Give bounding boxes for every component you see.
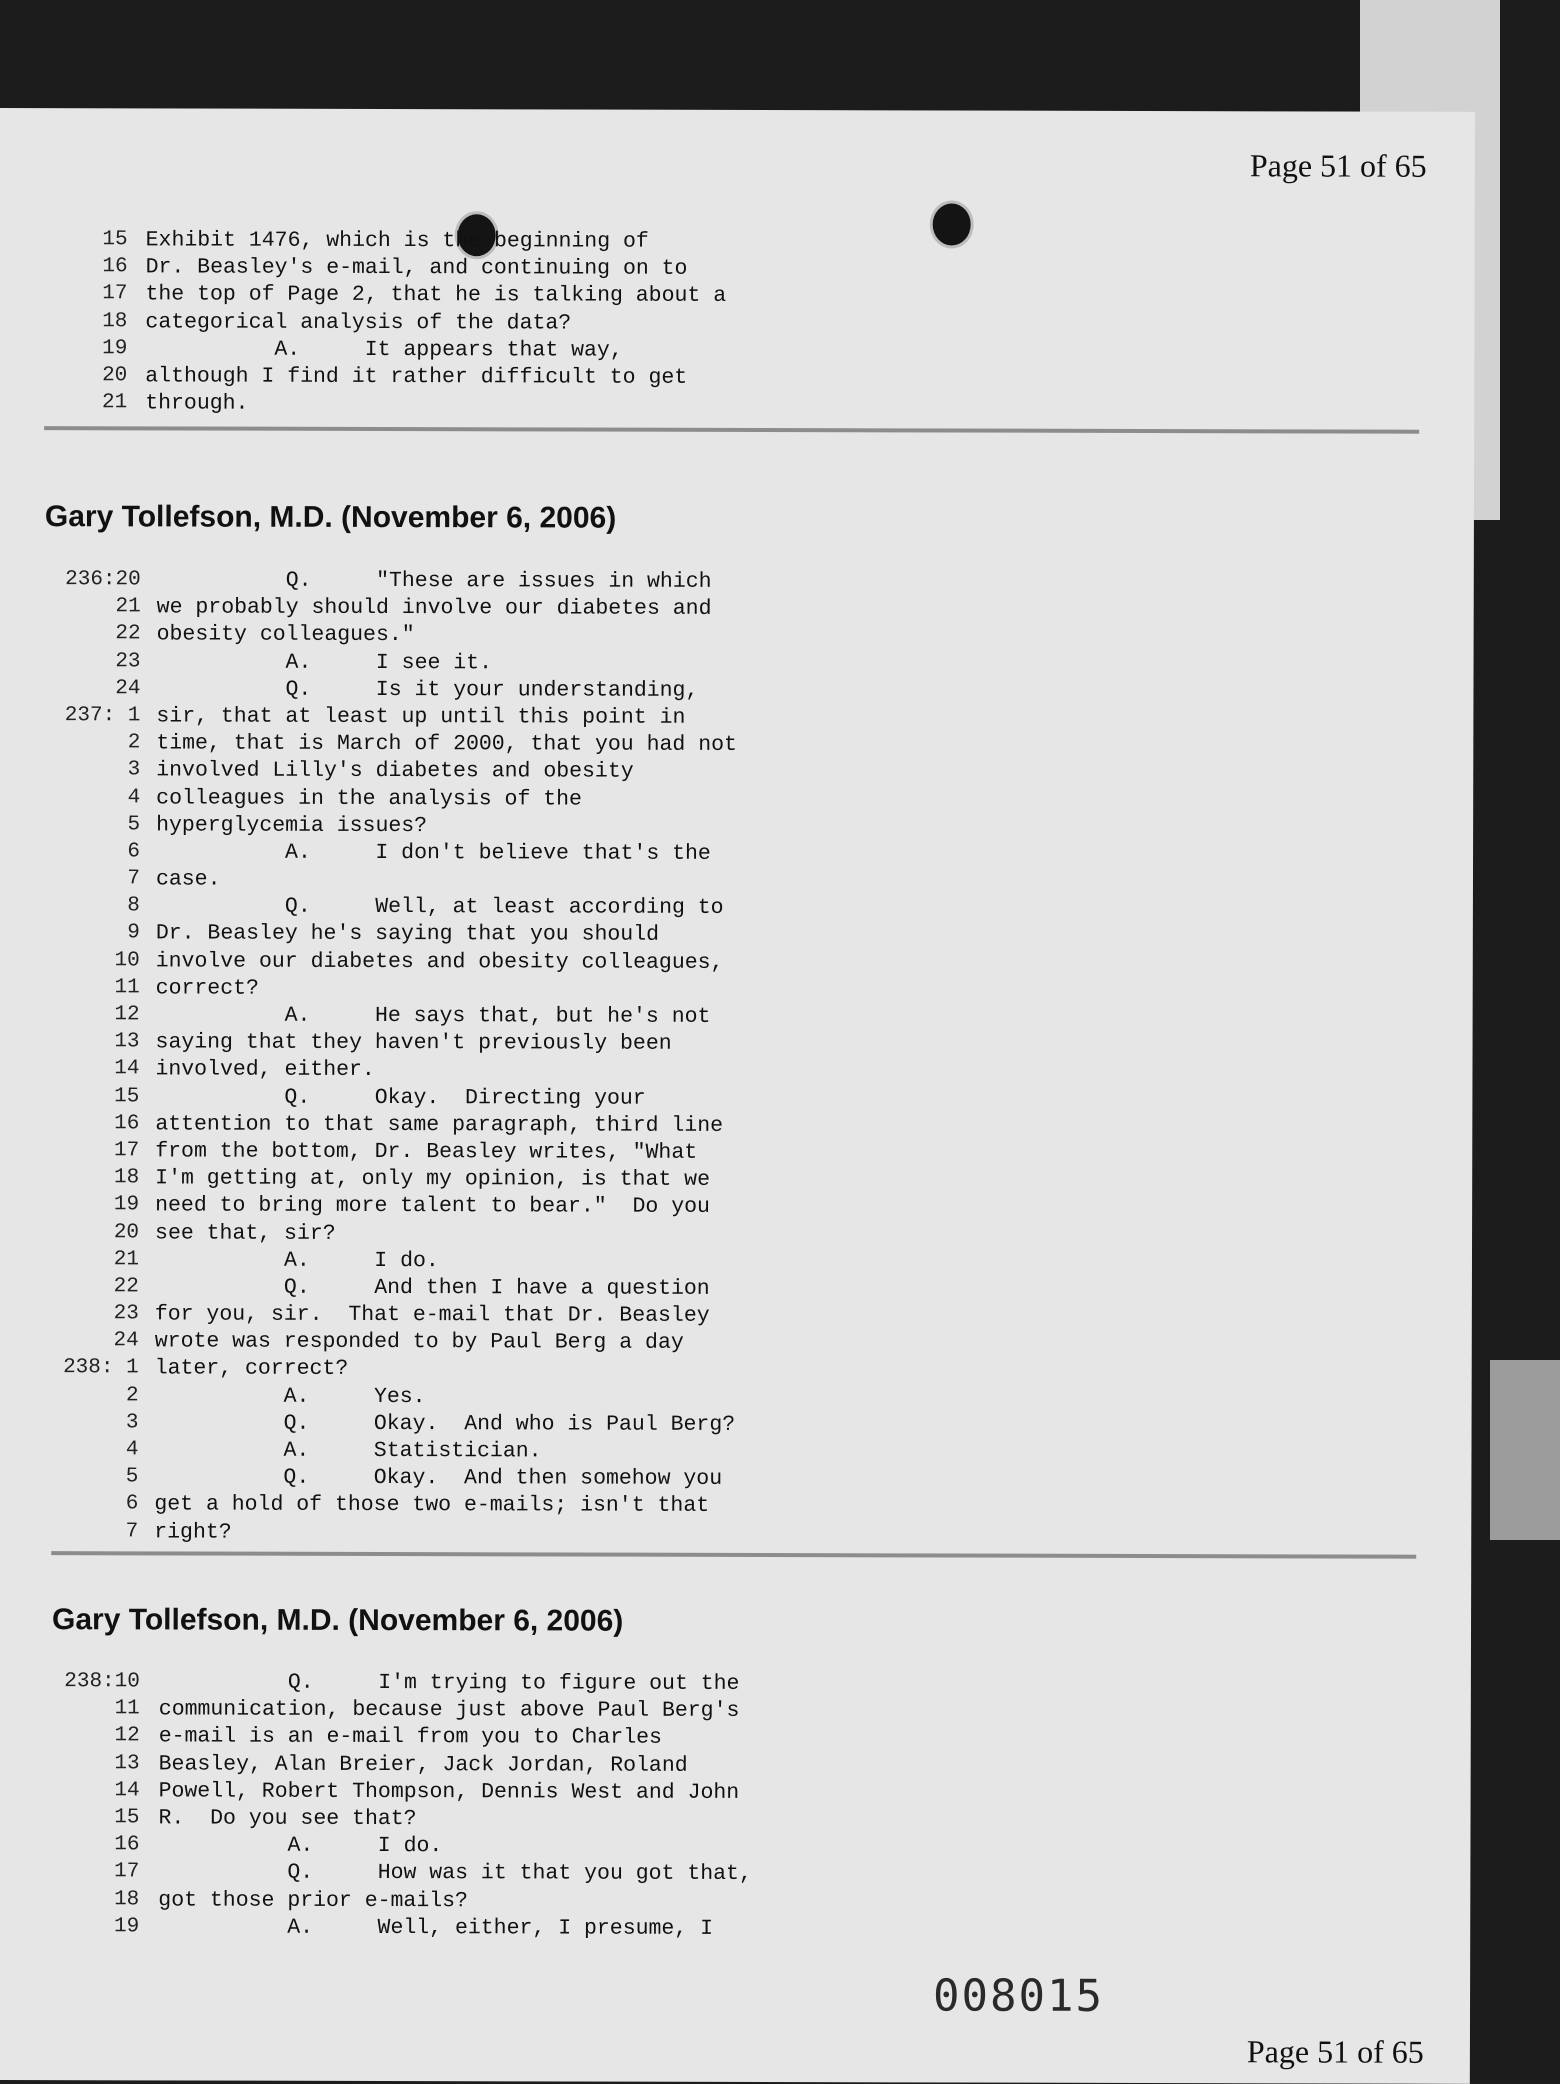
transcript-line (0, 677, 999, 707)
line-number: 15 (114, 1084, 140, 1108)
transcript-line (0, 785, 998, 815)
line-text: sir, that at least up until this point in (156, 704, 686, 730)
line-number: 12 (114, 1724, 140, 1748)
transcript-line (0, 622, 999, 652)
line-text: Q. "These are issues in which (156, 568, 712, 594)
section-heading: Gary Tollefson, M.D. (November 6, 2006) (51, 1603, 624, 1638)
line-number: 13 (114, 1030, 140, 1054)
line-text: wrote was responded to by Paul Berg a day (154, 1329, 684, 1356)
line-number: 17 (102, 282, 128, 306)
line-number: 17 (114, 1860, 140, 1884)
transcript-line (0, 1860, 995, 1890)
line-text: Q. Okay. And who is Paul Berg? (154, 1411, 736, 1437)
transcript-line (0, 1806, 996, 1836)
line-number: 3 (125, 1411, 139, 1435)
transcript-line (0, 1915, 995, 1945)
transcript-line (0, 921, 998, 951)
line-number: 4 (127, 785, 141, 809)
transcript-line (0, 1085, 997, 1115)
line-number: 8 (127, 894, 140, 918)
section-divider (51, 1551, 1416, 1559)
line-text: obesity colleagues." (156, 622, 415, 648)
line-text: Q. Okay. Directing your (155, 1084, 646, 1111)
line-number: 7 (125, 1519, 139, 1543)
transcript-line (0, 1057, 998, 1087)
transcript-line (0, 1384, 997, 1414)
transcript-line (0, 894, 998, 924)
line-text: attention to that same paragraph, third line (155, 1112, 724, 1138)
line-text: Q. Is it your understanding, (156, 677, 699, 703)
transcript-line (0, 758, 998, 788)
transcript-line (0, 1193, 997, 1223)
line-number: 238:10 (64, 1670, 140, 1694)
line-text: through. (145, 391, 249, 416)
line-text: for you, sir. That e-mail that Dr. Beasley (154, 1302, 710, 1328)
bates-number: 008015 (932, 1970, 1105, 2022)
line-number: 14 (114, 1057, 140, 1081)
testimony-excerpt (0, 568, 999, 1549)
footer-page-number: Page 51 of 65 (1246, 2033, 1424, 2070)
line-number: 12 (114, 1003, 140, 1027)
line-number: 10 (114, 948, 140, 972)
line-text: Q. How was it that you got that, (158, 1860, 752, 1887)
line-text: colleagues in the analysis of the (156, 785, 583, 812)
line-number: 16 (114, 1833, 140, 1857)
line-text: Powell, Robert Thompson, Dennis West and John (158, 1779, 740, 1805)
line-text: we probably should involve our diabetes and (156, 595, 712, 622)
line-number: 23 (113, 1302, 139, 1326)
transcript-line (0, 568, 999, 598)
header-page-number: Page 51 of 65 (1249, 147, 1427, 184)
line-text: A. He says that, but he's not (155, 1003, 711, 1029)
transcript-line (0, 1411, 997, 1441)
line-number: 11 (114, 976, 140, 1000)
transcript-line (0, 337, 999, 367)
line-text: A. I see it. (156, 649, 493, 675)
line-text: categorical analysis of the data? (145, 309, 572, 336)
line-text: the top of Page 2, that he is talking about a (145, 282, 727, 309)
line-number: 11 (114, 1697, 140, 1721)
line-number: 20 (102, 364, 128, 388)
line-text: e-mail is an e-mail from you to Charles (158, 1724, 662, 1751)
transcript-line (0, 1220, 997, 1250)
line-number: 18 (102, 309, 128, 333)
transcript-line (0, 255, 1000, 285)
line-number: 3 (127, 758, 141, 782)
line-text: R. Do you see that? (158, 1806, 417, 1832)
line-number: 16 (114, 1112, 140, 1136)
line-number: 4 (125, 1438, 139, 1462)
transcript-line (0, 840, 998, 870)
line-number: 17 (114, 1139, 140, 1163)
line-text: A. It appears that way, (145, 337, 623, 363)
line-number: 24 (113, 1329, 139, 1353)
line-number: 18 (113, 1166, 140, 1190)
line-text: involved Lilly's diabetes and obesity (156, 758, 634, 784)
transcript-page (0, 108, 1475, 2084)
line-number: 2 (127, 731, 141, 755)
line-text: case. (155, 867, 221, 892)
line-text: Dr. Beasley he's saying that you should (155, 921, 660, 948)
line-text: time, that is March of 2000, that you had not (156, 731, 737, 758)
transcript-line (0, 1833, 995, 1863)
tape-strip (1490, 1360, 1560, 1540)
line-text: later, correct? (154, 1356, 349, 1382)
transcript-line (0, 1697, 996, 1727)
line-text: Q. Well, at least according to (155, 894, 724, 921)
transcript-line (0, 1030, 998, 1060)
transcript-line (0, 595, 999, 625)
transcript-line (0, 1356, 997, 1386)
line-number: 16 (102, 255, 128, 279)
transcript-line (0, 391, 999, 421)
transcript-line (0, 282, 1000, 312)
line-number: 6 (127, 840, 141, 864)
line-number: 15 (102, 228, 128, 252)
transcript-line (0, 1329, 997, 1359)
transcript-line (0, 1438, 997, 1468)
line-text: get a hold of those two e-mails; isn't that (154, 1492, 710, 1519)
transcript-line (0, 364, 999, 394)
line-number: 20 (113, 1220, 140, 1244)
line-number: 7 (127, 867, 141, 891)
transcript-line (0, 1248, 997, 1278)
line-number: 19 (113, 1193, 140, 1217)
line-text: A. I do. (154, 1248, 439, 1273)
line-number: 15 (114, 1806, 140, 1830)
line-text: see that, sir? (155, 1220, 336, 1246)
line-number: 6 (125, 1492, 139, 1516)
line-number: 22 (113, 1275, 139, 1299)
line-text: involved, either. (155, 1057, 375, 1083)
transcript-line (0, 1003, 998, 1033)
section-divider (44, 426, 1419, 434)
line-text: saying that they haven't previously been (155, 1030, 672, 1056)
transcript-line (0, 1670, 996, 1700)
line-text: right? (154, 1519, 232, 1545)
transcript-line (0, 1465, 996, 1495)
line-text: correct? (155, 976, 259, 1001)
transcript-line (0, 1779, 996, 1809)
line-number: 18 (114, 1887, 140, 1911)
line-number: 236:20 (65, 568, 141, 592)
line-text: Q. Okay. And then somehow you (154, 1465, 723, 1492)
testimony-excerpt (0, 1670, 996, 1944)
line-number: 19 (102, 337, 128, 361)
transcript-line (0, 976, 998, 1006)
line-number: 2 (125, 1383, 139, 1407)
transcript-line (0, 1112, 997, 1142)
line-text: communication, because just above Paul Berg's (158, 1697, 740, 1724)
line-number: 21 (101, 391, 128, 415)
top-excerpt (0, 228, 1000, 421)
transcript-line (0, 650, 999, 680)
transcript-line (0, 731, 998, 761)
line-text: from the bottom, Dr. Beasley writes, "What (155, 1139, 698, 1165)
line-number: 238: 1 (63, 1356, 139, 1380)
line-text: A. I don't believe that's the (156, 840, 711, 866)
line-number: 5 (127, 813, 141, 837)
transcript-line (0, 1275, 997, 1305)
line-text: involve our diabetes and obesity colleagues, (155, 949, 724, 975)
line-number: 23 (115, 649, 141, 673)
line-text: A. Well, either, I presume, I (158, 1915, 714, 1941)
transcript-line (0, 704, 998, 734)
line-text: Q. And then I have a question (154, 1275, 710, 1301)
line-text: Dr. Beasley's e-mail, and continuing on to (145, 255, 688, 281)
transcript-line (0, 228, 1000, 258)
line-text: hyperglycemia issues? (156, 813, 428, 838)
transcript-line (0, 949, 998, 979)
line-number: 22 (115, 622, 141, 646)
transcript-line (0, 867, 998, 897)
line-text: Beasley, Alan Breier, Jack Jordan, Roland (158, 1751, 688, 1778)
line-text: A. I do. (158, 1833, 443, 1859)
section-heading: Gary Tollefson, M.D. (November 6, 2006) (44, 500, 617, 535)
transcript-line (0, 1139, 997, 1169)
transcript-line (0, 813, 998, 843)
line-number: 237: 1 (64, 704, 141, 728)
transcript-line (0, 1492, 996, 1522)
line-number: 14 (114, 1779, 140, 1803)
transcript-line (0, 1887, 995, 1917)
line-number: 19 (113, 1914, 140, 1939)
line-text: although I find it rather difficult to get (145, 364, 688, 390)
line-number: 21 (115, 595, 141, 619)
line-text: A. Yes. (154, 1384, 426, 1409)
line-number: 21 (113, 1247, 140, 1272)
transcript-line (0, 1166, 997, 1196)
transcript-line (0, 1724, 996, 1754)
transcript-line (0, 1520, 996, 1550)
line-text: need to bring more talent to bear." Do you (155, 1193, 710, 1220)
line-text: A. Statistician. (154, 1438, 542, 1464)
line-text: Q. I'm trying to figure out the (158, 1670, 740, 1696)
line-number: 24 (115, 677, 141, 701)
line-text: Exhibit 1476, which is the beginning of (145, 228, 649, 254)
line-number: 5 (125, 1465, 139, 1489)
line-number: 13 (114, 1751, 140, 1775)
line-text: got those prior e-mails? (158, 1887, 468, 1913)
line-number: 9 (127, 921, 140, 945)
transcript-line (0, 1752, 996, 1782)
transcript-line (0, 310, 999, 340)
line-text: I'm getting at, only my opinion, is that we (155, 1166, 711, 1192)
transcript-line (0, 1302, 997, 1332)
